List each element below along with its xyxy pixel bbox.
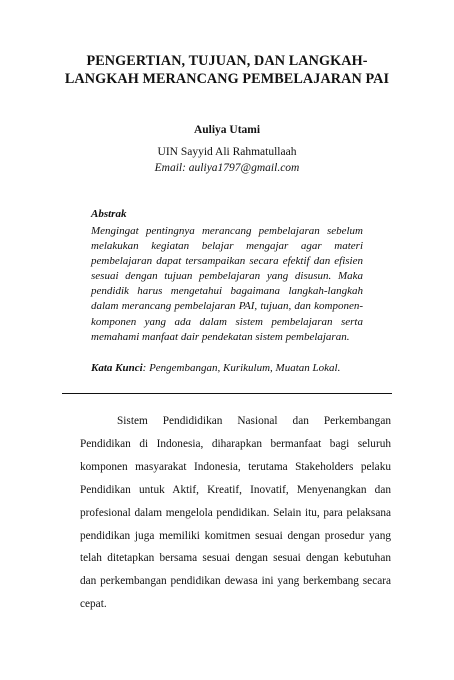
- abstract-heading: Abstrak: [91, 208, 127, 220]
- title-line-1: PENGERTIAN, TUJUAN, DAN LANGKAH-: [86, 53, 368, 69]
- paper-title: [40, 52, 414, 88]
- author-name: Auliya Utami: [193, 124, 261, 136]
- keywords-label: Kata Kunci: [91, 362, 143, 374]
- keywords-text: : Pengembangan, Kurikulum, Muatan Lokal.: [142, 362, 341, 374]
- author-affiliation: UIN Sayyid Ali Rahmatullaah: [157, 146, 297, 158]
- keywords-line: [91, 362, 381, 374]
- body-paragraph: Sistem Pendididikan Nasional dan Perkembangan Pendidikan di Indonesia, diharapkan bermanfaat bagi seluruh komponen masyarakat Indonesia, terutama Stakeholders pelaku Pendidikan untuk Aktif, Kreatif, Inovatif, Menyenangkan dan profesional dalam mengelola pendidikan. Selain itu, para pelaksana pendidikan juga memiliki komitmen sesuai dengan prosedur yang telah ditetapkan bersama sesuai dengan sesuai dengan kebutuhan dan perkembangan pendidikan dewasa ini yang berkembang secara cepat.: [80, 415, 391, 611]
- author-email: Email: auliya1797@gmail.com: [154, 162, 300, 174]
- title-line-2: LANGKAH MERANCANG PEMBELAJARAN PAI: [64, 71, 390, 87]
- abstract-text: Mengingat pentingnya merancang pembelajaran sebelum melakukan kegiatan belajar mengajar agar materi pembelajaran dapat tersampaikan secara efektif dan efisien sesuai dengan tujuan pembelajaran yang disusun. Maka pendidik harus mengetahui bagaimana langkah-langkah dalam merancang pembelajaran PAI, tujuan, dan komponen-komponen yang ada dalam sistem pembelajaran serta memahami manfaat dair pendekatan sistem pembelajaran.: [91, 225, 363, 343]
- section-divider: [62, 393, 392, 394]
